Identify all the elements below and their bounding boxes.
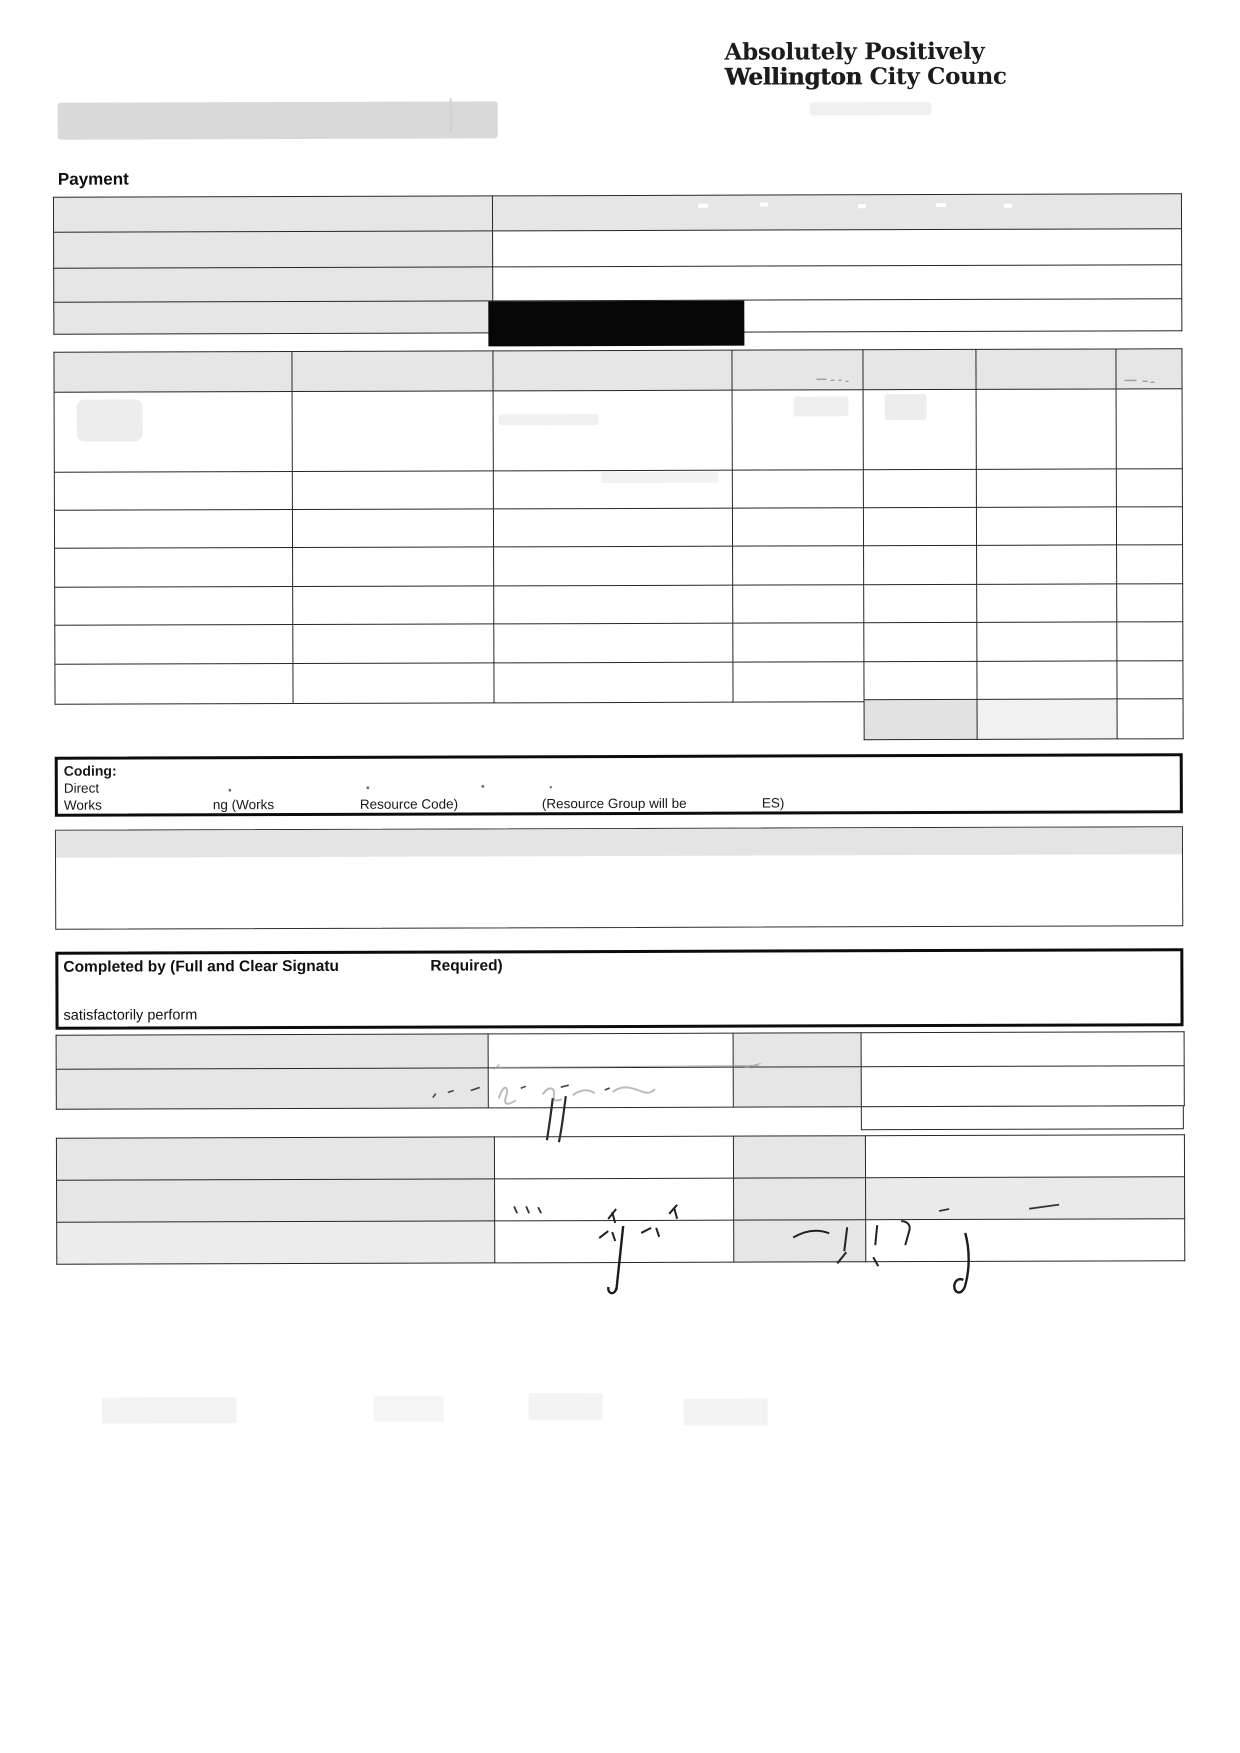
table-cell <box>292 509 493 548</box>
table-cell <box>56 1068 488 1109</box>
scan-smudge <box>601 472 719 483</box>
table-cell <box>976 469 1116 507</box>
signature-table-2 <box>56 1134 1185 1265</box>
logo-city-name: Wellington <box>724 63 862 91</box>
coding-word-works: Works <box>63 797 102 813</box>
table-cell <box>732 470 863 508</box>
coding-box <box>55 753 1183 817</box>
completed-by-note: satisfactorily perform <box>63 1007 198 1024</box>
table-cell <box>494 585 733 624</box>
table-cell <box>866 1219 1185 1262</box>
table-cell <box>865 1135 1184 1178</box>
table-cell <box>864 699 977 739</box>
table-cell <box>1117 584 1183 622</box>
faint-redacted-box <box>684 1399 768 1426</box>
table-cell <box>863 507 976 545</box>
logo-line-1: Absolutely Positively <box>724 37 985 66</box>
table-cell <box>863 349 976 389</box>
table-cell <box>1116 349 1182 389</box>
scan-smudge <box>794 396 849 416</box>
logo-line-2-rest: City Counc <box>861 62 1007 91</box>
table-cell <box>976 349 1116 389</box>
table-cell <box>54 301 493 334</box>
completed-by-title: Completed by (Full and Clear Signatu <box>63 957 339 976</box>
table-cell <box>493 508 732 547</box>
table-cell <box>977 545 1117 584</box>
table-cell <box>1116 469 1182 507</box>
table-cell <box>55 625 293 665</box>
line-items-header-row <box>54 349 1182 393</box>
table-cell <box>1117 699 1183 739</box>
table-cell <box>977 622 1117 661</box>
scan-smudge <box>499 414 599 425</box>
date-cell-extension <box>861 1105 1184 1130</box>
table-cell <box>976 389 1116 469</box>
table-cell <box>733 1136 865 1178</box>
table-cell <box>976 507 1116 545</box>
council-logo <box>724 39 1084 90</box>
table-cell <box>293 663 494 704</box>
completed-by-required: Required) <box>430 957 503 975</box>
coding-word-ng-works: ng (Works <box>212 797 275 813</box>
coding-line1: Direct <box>63 780 100 796</box>
table-cell <box>493 229 1182 267</box>
table-cell <box>977 661 1117 701</box>
faint-redacted-box <box>529 1393 603 1420</box>
table-cell <box>1117 622 1183 661</box>
table-cell <box>493 265 1182 301</box>
table-cell <box>1117 545 1183 584</box>
table-cell <box>54 510 292 549</box>
table-cell <box>54 352 292 393</box>
completed-by-box <box>55 948 1183 1030</box>
table-cell <box>55 587 293 626</box>
table-cell <box>864 661 977 701</box>
table-cell <box>734 1178 866 1220</box>
table-cell <box>733 623 864 662</box>
table-cell <box>293 624 494 664</box>
table-cell <box>494 623 733 663</box>
table-cell <box>292 391 493 472</box>
coding-word-resource-code: Resource Code) <box>359 796 459 812</box>
table-cell <box>732 508 863 546</box>
coding-word-resource-group: (Resource Group will be <box>541 795 687 812</box>
table-cell <box>861 1032 1184 1067</box>
coding-entry-box <box>55 826 1183 930</box>
signature-table-1 <box>56 1031 1185 1110</box>
redacted-title-block <box>58 101 498 139</box>
table-cell <box>732 350 863 390</box>
table-cell <box>864 584 977 622</box>
table-cell <box>733 1067 861 1107</box>
table-cell <box>56 1034 488 1069</box>
table-cell <box>866 1177 1185 1220</box>
redacted-row <box>56 827 1182 858</box>
signature-cell <box>488 1067 733 1108</box>
table-cell <box>55 664 293 705</box>
table-cell <box>977 584 1117 622</box>
table-cell <box>54 231 493 268</box>
table-cell <box>57 1221 495 1264</box>
table-cell <box>733 1033 861 1067</box>
table-cell <box>733 585 864 623</box>
table-cell <box>1117 661 1183 701</box>
table-cell <box>734 1220 866 1262</box>
table-cell <box>494 546 733 586</box>
table-cell <box>861 1066 1184 1107</box>
coding-word-es: ES) <box>761 795 785 811</box>
table-cell <box>293 586 494 625</box>
signature-cell <box>495 1178 734 1221</box>
black-redaction-box <box>488 301 744 347</box>
line-items-table <box>53 348 1183 705</box>
table-cell <box>488 1033 733 1068</box>
table-cell <box>733 546 864 585</box>
coding-title: Coding: <box>63 762 117 779</box>
table-cell <box>864 622 977 661</box>
scan-smudge <box>77 399 143 441</box>
table-cell <box>54 472 292 511</box>
scan-smudge <box>810 102 932 115</box>
faint-redacted-box <box>102 1397 237 1423</box>
table-cell <box>56 1137 494 1180</box>
table-cell <box>494 1136 733 1179</box>
signature-cell <box>495 1220 734 1263</box>
section-heading: Payment <box>57 169 129 189</box>
table-cell <box>733 662 864 702</box>
table-cell <box>864 545 977 584</box>
table-cell <box>493 390 732 471</box>
table-cell <box>57 1179 495 1222</box>
scan-artifact-line <box>450 99 452 133</box>
table-cell <box>54 267 493 302</box>
table-cell <box>53 196 492 232</box>
table-cell <box>1116 507 1182 545</box>
table-cell <box>863 469 976 507</box>
totals-strip <box>864 698 1184 740</box>
table-cell <box>292 471 493 510</box>
table-cell <box>292 351 493 392</box>
table-cell <box>55 548 293 588</box>
table-cell <box>492 194 1181 231</box>
logo-line-2 <box>725 64 1085 90</box>
table-cell <box>977 699 1117 739</box>
faint-redacted-box <box>374 1396 444 1422</box>
scan-smudge <box>885 394 927 420</box>
table-cell <box>1116 389 1182 469</box>
table-cell <box>494 662 733 703</box>
table-cell <box>493 350 732 391</box>
table-cell <box>293 547 494 587</box>
